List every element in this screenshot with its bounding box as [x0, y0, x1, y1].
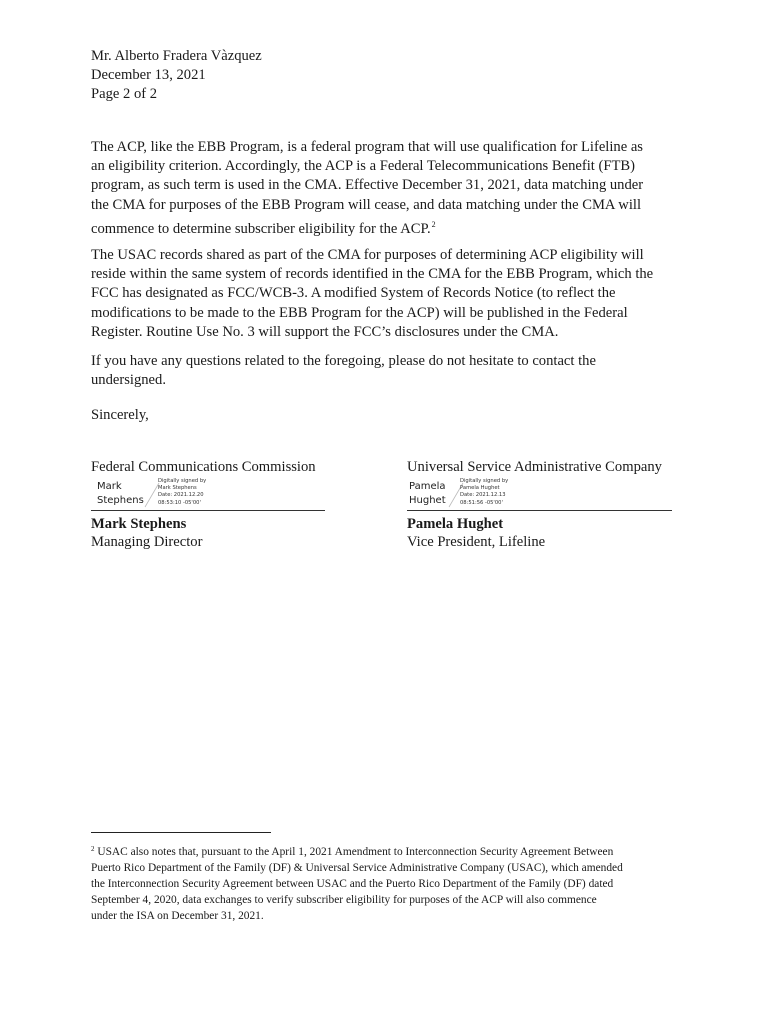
paragraph-line: the CMA for purposes of the EBB Program will cease, and data matching under the CMA will — [91, 196, 642, 213]
signature-name — [409, 480, 446, 508]
signer-title: Vice President, Lifeline — [407, 534, 546, 550]
signer-name: Pamela Hughet — [407, 516, 504, 532]
paragraph-contact — [91, 352, 681, 390]
signature-details — [460, 478, 508, 507]
paragraph-line: reside within the same system of records identified in the CMA for the EBB Program, which the — [91, 266, 654, 283]
paragraph-line: undersigned. — [91, 372, 166, 389]
signature-name-line: Hughet — [409, 495, 446, 506]
footnote-line-text: USAC also notes that, pursuant to the April 1, 2021 Amendment to Interconnection Security Agreement Between — [94, 846, 614, 858]
paragraph-line: The USAC records shared as part of the CMA for purposes of determining ACP eligibility will — [91, 247, 644, 263]
signature-detail-line: Date: 2021.12.13 — [460, 492, 506, 499]
signature-detail-line: Date: 2021.12.20 — [158, 492, 204, 499]
signature-name — [97, 480, 144, 508]
organization-name: Federal Communications Commission — [91, 459, 316, 475]
digital-signature[interactable] — [91, 478, 325, 511]
signature-details — [158, 478, 206, 507]
digital-signature[interactable] — [407, 478, 672, 511]
signature-block-usac — [407, 458, 672, 551]
signature-detail-line: Mark Stephens — [158, 485, 197, 492]
footnote-divider — [91, 832, 271, 833]
signature-detail-line: 08:51:56 -05'00' — [460, 499, 503, 506]
paragraph-usac-records — [91, 246, 681, 342]
signature-name-line: Mark — [97, 481, 122, 492]
paragraph-line: modifications to be made to the EBB Program for the ACP) will be published in the Federal — [91, 304, 628, 321]
paragraph-line: program, as such term is used in the CMA. Effective December 31, 2021, data matching under — [91, 177, 644, 194]
signer-name: Mark Stephens — [91, 516, 187, 532]
signature-detail-line: Digitally signed by — [460, 478, 509, 484]
paragraph-line: Register. Routine Use No. 3 will support the FCC’s disclosures under the CMA. — [91, 323, 559, 340]
paragraph-line: The ACP, like the EBB Program, is a federal program that will use qualification for Lifeline as — [91, 139, 643, 155]
organization-name: Universal Service Administrative Company — [407, 459, 662, 475]
paragraph-line: FCC has designated as FCC/WCB-3. A modified System of Records Notice (to reflect the — [91, 285, 616, 302]
paragraph-line: If you have any questions related to the foregoing, please do not hesitate to contact the — [91, 353, 596, 369]
paragraph-line: an eligibility criterion. Accordingly, the ACP is a Federal Telecommunications Benefit (FTB) — [91, 158, 635, 175]
closing-salutation: Sincerely, — [91, 407, 149, 423]
footnote-number: 2 — [91, 845, 95, 853]
footnote-line — [91, 841, 691, 860]
signature-name-line: Pamela — [409, 481, 446, 492]
page-number: Page 2 of 2 — [91, 86, 158, 102]
recipient-name: Mr. Alberto Fradera Vàzquez — [91, 48, 262, 64]
footnote-line: September 4, 2020, data exchanges to verify subscriber eligibility for purposes of the ACP will also commence — [91, 894, 597, 906]
signer-title: Managing Director — [91, 534, 203, 550]
paragraph-line — [91, 215, 681, 239]
footnote-line: under the ISA on December 31, 2021. — [91, 910, 264, 922]
signature-block-fcc — [91, 458, 325, 551]
letter-header — [91, 47, 262, 104]
footnote — [91, 841, 691, 924]
signature-detail-line: Digitally signed by — [158, 478, 207, 484]
signature-name-line: Stephens — [97, 495, 144, 506]
signature-detail-line: 08:53:10 -05'00' — [158, 499, 201, 506]
footnote-line: Puerto Rico Department of the Family (DF) & Universal Service Administrative Company (USAC), which amended — [91, 862, 623, 874]
footnote-line: the Interconnection Security Agreement between USAC and the Puerto Rico Department of the Family (DF) dated — [91, 878, 614, 890]
paragraph-acp — [91, 138, 681, 239]
signature-detail-line: Pamela Hughet — [460, 485, 500, 492]
letter-date: December 13, 2021 — [91, 67, 206, 83]
paragraph-line-text: commence to determine subscriber eligibility for the ACP. — [91, 220, 431, 237]
footnote-reference[interactable]: 2 — [431, 219, 436, 229]
